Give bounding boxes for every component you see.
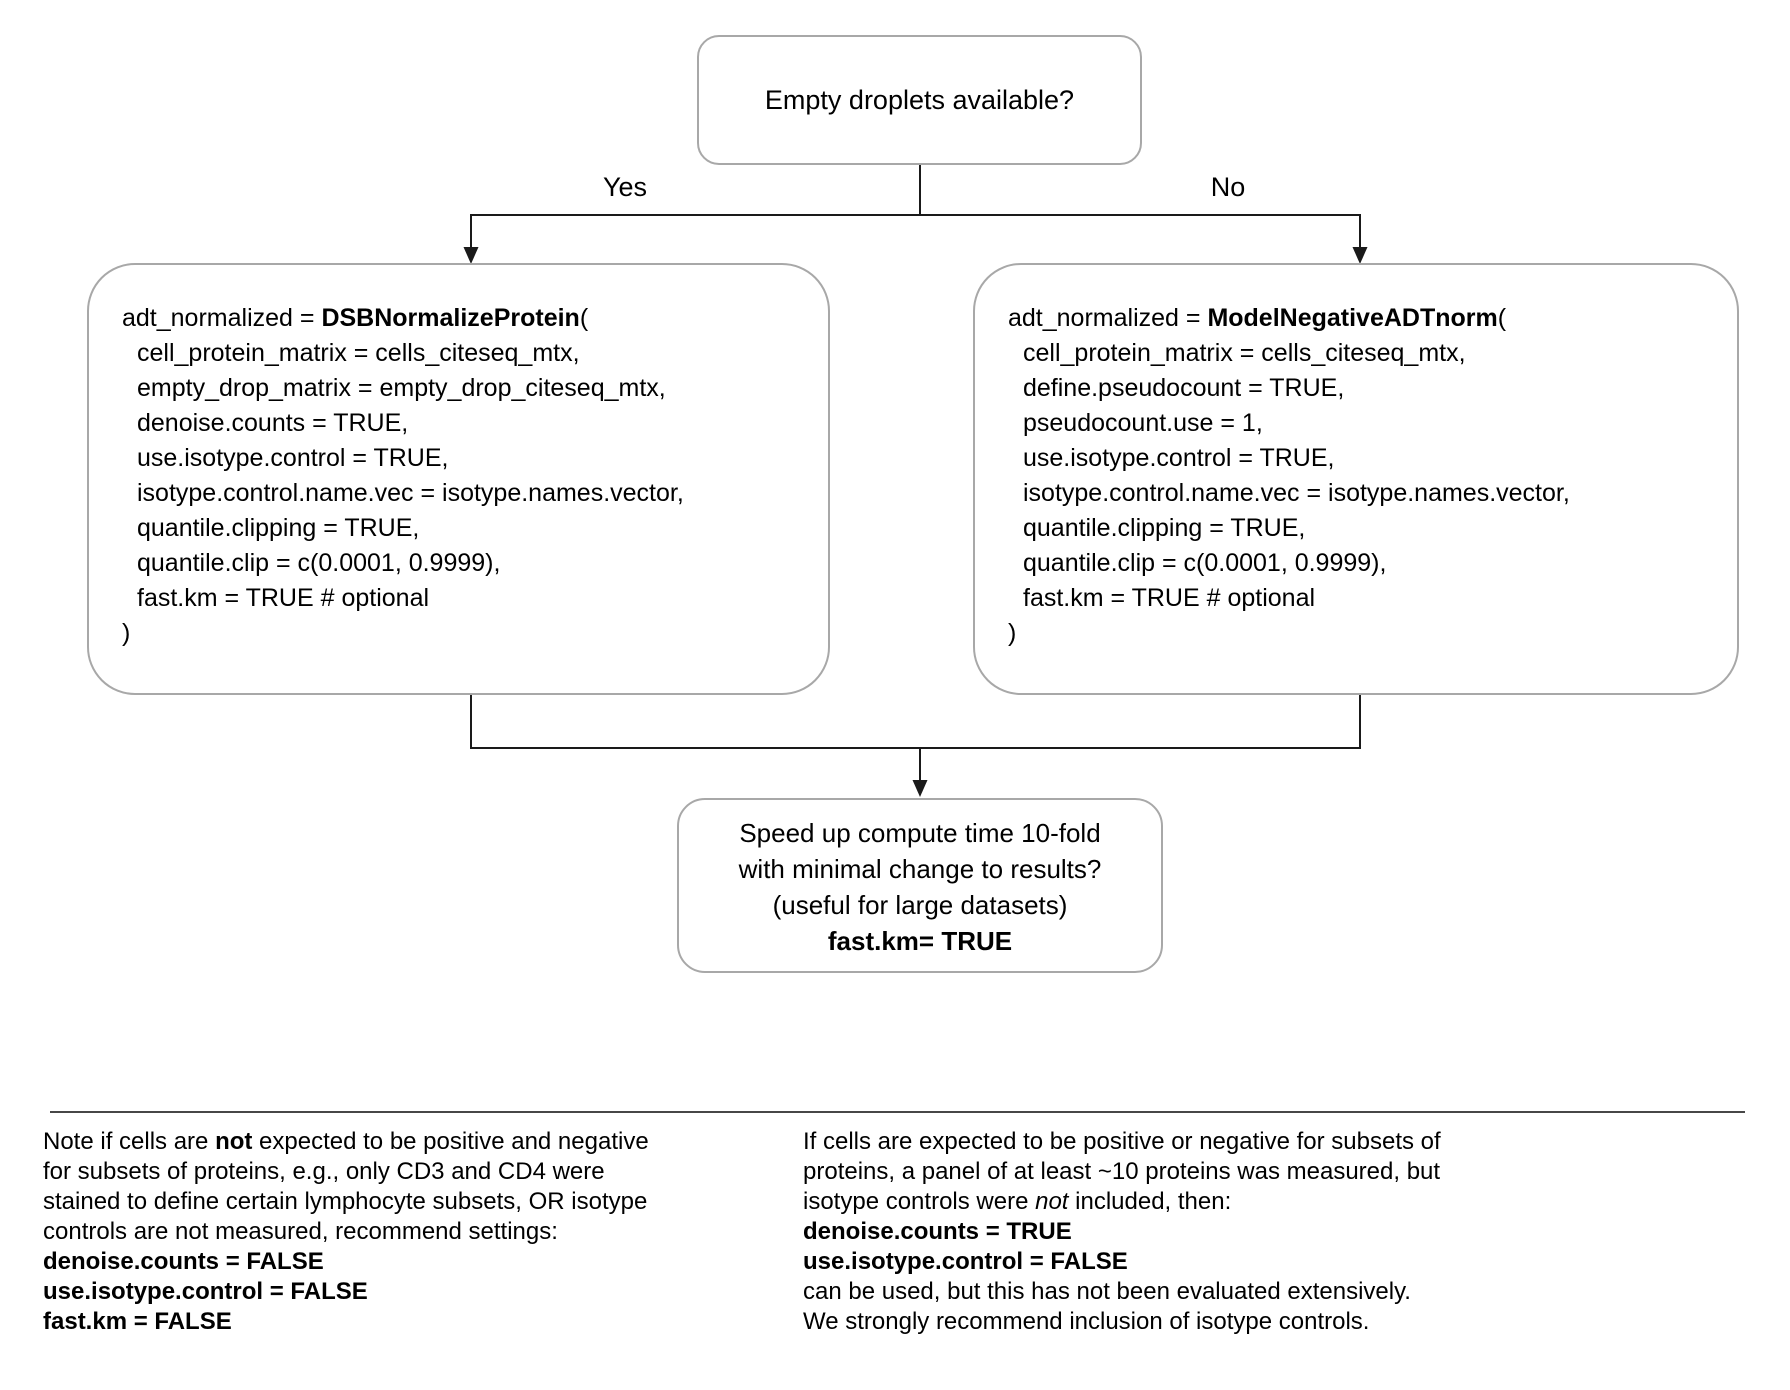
no-arrowhead-icon <box>1353 247 1368 264</box>
footnote-left <box>43 1127 649 1337</box>
yes-arrowhead-icon <box>464 247 479 264</box>
footnote-line: We strongly recommend inclusion of isotype controls. <box>803 1308 1370 1335</box>
code-arg: isotype.control.name.vec = isotype.names.vector, <box>1023 479 1570 507</box>
code-arg: empty_drop_matrix = empty_drop_citeseq_mtx, <box>137 374 666 402</box>
node-fast-km-speedup <box>677 798 1163 973</box>
code-call-header <box>89 301 828 336</box>
footnote-text-bold: not <box>215 1128 253 1155</box>
footnote-line: can be used, but this has not been evaluated extensively. <box>803 1278 1411 1305</box>
footnote-line: for subsets of proteins, e.g., only CD3 and CD4 were <box>43 1158 605 1185</box>
recommended-setting: fast.km = FALSE <box>43 1308 232 1335</box>
branch-label-yes: Yes <box>602 172 648 202</box>
footnote-text: expected to be positive and negative <box>252 1128 649 1155</box>
code-arg: isotype.control.name.vec = isotype.names.vector, <box>137 479 684 507</box>
recommended-setting: use.isotype.control = FALSE <box>43 1278 368 1305</box>
code-call-header <box>975 301 1737 336</box>
speedup-setting: fast.km= TRUE <box>827 926 1013 956</box>
function-name: DSBNormalizeProtein <box>321 304 580 332</box>
recommended-setting: denoise.counts = FALSE <box>43 1248 324 1275</box>
merge-arrowhead-icon <box>913 780 928 797</box>
footnote-right <box>803 1127 1441 1337</box>
footnote-text: Note if cells are <box>43 1128 216 1155</box>
code-arg: cell_protein_matrix = cells_citeseq_mtx, <box>137 339 580 367</box>
node-model-negative-adtnorm <box>973 263 1739 695</box>
code-arg: denoise.counts = TRUE, <box>137 409 409 437</box>
recommended-setting: denoise.counts = TRUE <box>803 1218 1072 1245</box>
footnote-line: proteins, a panel of at least ~10 proteins was measured, but <box>803 1158 1441 1185</box>
code-text: adt_normalized = <box>122 304 322 332</box>
code-close-paren: ) <box>122 619 131 647</box>
function-name: ModelNegativeADTnorm <box>1207 304 1498 332</box>
code-arg: use.isotype.control = TRUE, <box>1023 444 1335 472</box>
code-arg: quantile.clipping = TRUE, <box>1023 514 1306 542</box>
node-dsb-normalize-protein <box>87 263 830 695</box>
footnote-line: stained to define certain lymphocyte subsets, OR isotype <box>43 1188 648 1215</box>
footnote-line: If cells are expected to be positive or negative for subsets of <box>803 1128 1441 1155</box>
node-empty-droplets-question <box>697 35 1142 165</box>
code-arg: quantile.clip = c(0.0001, 0.9999), <box>137 549 501 577</box>
speedup-line: Speed up compute time 10-fold <box>739 818 1101 848</box>
code-arg: pseudocount.use = 1, <box>1023 409 1263 437</box>
footnote-line: controls are not measured, recommend settings: <box>43 1218 558 1245</box>
code-arg: quantile.clipping = TRUE, <box>137 514 420 542</box>
code-arg: quantile.clip = c(0.0001, 0.9999), <box>1023 549 1387 577</box>
footnote-divider <box>50 1111 1745 1113</box>
code-arg: fast.km = TRUE # optional <box>1023 584 1316 612</box>
code-text: ( <box>1497 304 1507 332</box>
question-text: Empty droplets available? <box>764 84 1075 115</box>
speedup-line: with minimal change to results? <box>738 854 1102 884</box>
code-arg: use.isotype.control = TRUE, <box>137 444 449 472</box>
code-arg: cell_protein_matrix = cells_citeseq_mtx, <box>1023 339 1466 367</box>
footnote-line <box>803 1187 1441 1217</box>
code-arg: fast.km = TRUE # optional <box>137 584 430 612</box>
footnote-text-italic: not <box>1035 1188 1069 1215</box>
footnote-line <box>43 1127 649 1157</box>
footnote-text: included, then: <box>1068 1188 1232 1215</box>
branch-label-no: No <box>1210 172 1246 202</box>
code-arg: define.pseudocount = TRUE, <box>1023 374 1345 402</box>
footnote-text: isotype controls were <box>803 1188 1036 1215</box>
recommended-setting: use.isotype.control = FALSE <box>803 1248 1128 1275</box>
code-text: ( <box>579 304 589 332</box>
code-close-paren: ) <box>1008 619 1017 647</box>
code-text: adt_normalized = <box>1008 304 1208 332</box>
speedup-line: (useful for large datasets) <box>772 890 1068 920</box>
